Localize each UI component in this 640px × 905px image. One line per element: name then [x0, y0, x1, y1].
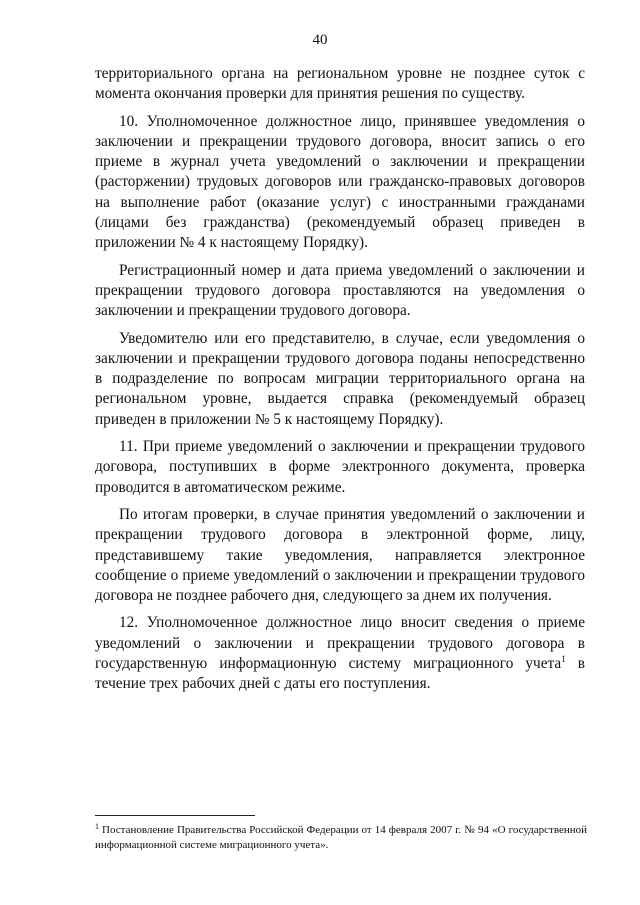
paragraph-item-10: 10. Уполномоченное должностное лицо, принявшее уведомления о заключении и прекращении трудового договора, вносит запись о его приеме в журнал учета уведомлений о заключении и прекращении (расторжении) трудовых договоров или гражданско-правовых договоров на выполнение работ (оказание услуг) с иностранными гражданами (лицами без гражданства) (рекомендуемый образец приведен в приложении № 4 к настоящему Порядку).	[95, 112, 585, 252]
page-number: 40	[312, 32, 328, 48]
footnote-marker: 1	[95, 822, 99, 831]
paragraph-item-12-ending: в течение трех рабочих дней с даты его поступления.	[95, 655, 585, 693]
footnote-text: Постановление Правительства Российской Федерации от 14 февраля 2007 г. № 94 «О государственной информационной системе миграционного учета».	[95, 824, 587, 851]
footnote	[95, 823, 587, 853]
footnote-reference: 1	[561, 654, 566, 665]
paragraph-item-12-text: 12. Уполномоченное должностное лицо вносит сведения о приеме уведомлений о заключении и прекращении трудового договора в государственную информационную систему миграционного учета	[95, 614, 585, 673]
footnote-separator	[95, 815, 255, 816]
paragraph-continuation: территориального органа на региональном уровне не позднее суток с момента окончания проверки для принятия решения по существу.	[95, 65, 585, 103]
paragraph-certificate: Уведомителю или его представителю, в случае, если уведомления о заключении и прекращении трудового договора поданы непосредственно в подразделение по вопросам миграции территориального органа на региональном уровне, выдается справка (рекомендуемый образец приведен в приложении № 5 к настоящему Порядку).	[95, 329, 585, 428]
paragraph-item-11: 11. При приеме уведомлений о заключении и прекращении трудового договора, поступивших в форме электронного документа, проверка проводится в автоматическом режиме.	[95, 438, 585, 496]
paragraph-registration-number: Регистрационный номер и дата приема уведомлений о заключении и прекращении трудового договора проставляются на уведомления о заключении и прекращении трудового договора.	[95, 261, 585, 320]
paragraph-item-12	[95, 613, 585, 694]
document-body	[95, 64, 585, 695]
paragraph-check-results: По итогам проверки, в случае принятия уведомлений о заключении и прекращении трудового договора в электронной форме, лицу, представившему такие уведомления, направляется электронное сообщение о приеме уведомлений о заключении и прекращении трудового договора не позднее рабочего дня, следующего за днем их получения.	[95, 505, 585, 605]
